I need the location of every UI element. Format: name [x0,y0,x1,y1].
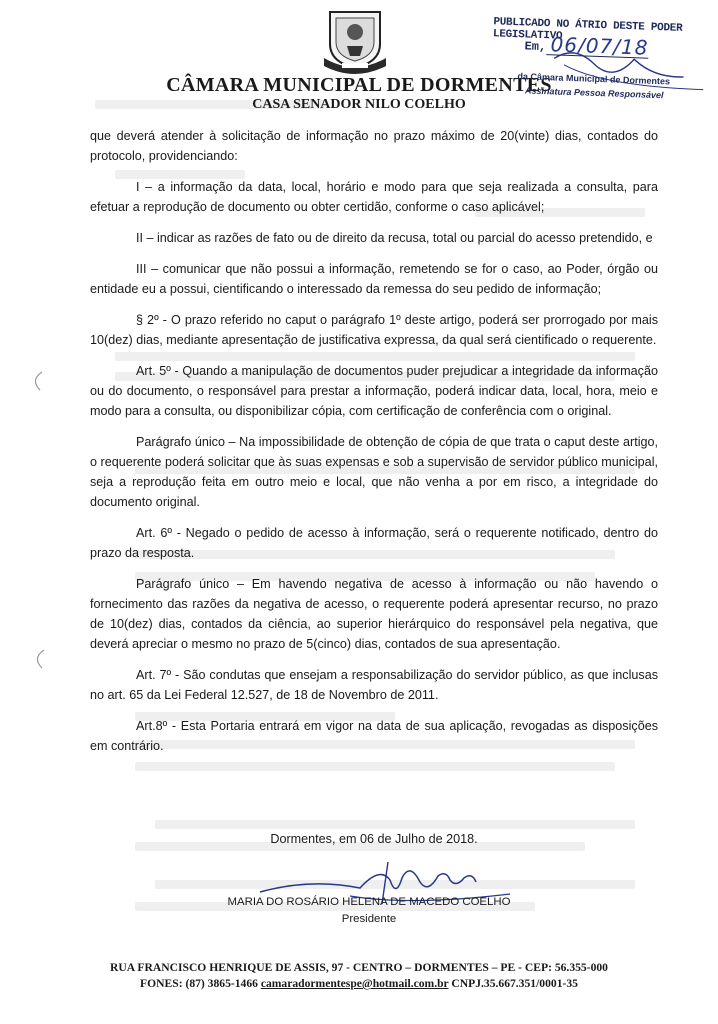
stamp-title: PUBLICADO NO ÁTRIO DESTE PODER LEGISLATIVO [492,16,683,43]
paragraph-art-7: Art. 7º - São condutas que ensejam a responsabilização do servidor público, as que inclusas no art. 65 da Lei Federal 12.527, de 18 de Novembro de 2011. [90,668,658,702]
stamp-em-label: Em, [524,39,547,55]
signer-name: MARIA DO ROSÁRIO HELENA DE MACEDO COELHO [227,896,511,908]
page-title: CÂMARA MUNICIPAL DE DORMENTES [166,74,552,96]
document-body [90,126,658,767]
municipal-crest-icon [320,6,390,74]
paragraph-item-iii: III – comunicar que não possui a informação, remetendo se for o caso, ao Poder, órgão ou entidade eu a possui, cientificando o interessado da remessa do seu pedido de informação; [90,262,658,296]
paragraph-continuation: que deverá atender à solicitação de informação no prazo máximo de 20(vinte) dias, contados do protocolo, providenciando: [90,129,658,163]
place-date: Dormentes, em 06 de Julho de 2018. [270,832,478,846]
letterhead-footer [0,960,718,992]
footer-email-link[interactable]: camaradormentespe@hotmail.com.br [260,977,449,990]
footer-contact [0,976,718,992]
footer-address: RUA FRANCISCO HENRIQUE DE ASSIS, 97 - CENTRO – DORMENTES – PE - CEP: 56.355-000 [110,961,608,974]
paragraph-section-2: § 2º - O prazo referido no caput o parágrafo 1º deste artigo, poderá ser prorrogado por mais 10(dez) dias, mediante apresentação de justificativa expressa, da qual será cientificado o requerente. [90,313,658,347]
footer-phones: FONES: (87) 3865-1466 [140,977,261,990]
punch-hole-mark [30,648,46,670]
paragraph-art-5-single: Parágrafo único – Na impossibilidade de obtenção de cópia de que trata o caput deste artigo, o requerente poderá solicitar que às suas expensas e sob a supervisão de servidor público municipal, seja a reprodução feita em outro meio e local, que não venha a por em risco, a integridade do documento original. [90,435,658,509]
stamp-role: da Câmara Municipal de Dormentes [517,71,671,87]
publication-stamp [482,12,715,116]
paragraph-art-6-single: Parágrafo único – Em havendo negativa de acesso à informação ou não havendo o fornecimento das razões da negativa de acesso, o requerente poderá apresentar recurso, no prazo de 10(dez) dias, contados da ciência, ao superior hierárquico do responsável pela negativa, que deverá apreciar o mesmo no prazo de 5(cinco) dias, contados de sua apresentação. [90,577,658,651]
paragraph-art-8: Art.8º - Esta Portaria entrará em vigor na data de sua aplicação, revogadas as disposições em contrário. [90,719,658,753]
paragraph-art-6: Art. 6º - Negado o pedido de acesso à informação, será o requerente notificado, dentro do prazo da resposta. [90,526,658,560]
stamp-signature-caption: Assinatura Pessoa Responsável [524,85,664,101]
paragraph-item-i: I – a informação da data, local, horário e modo para que seja realizada a consulta, para efetuar a reprodução de documento ou obter certidão, conforme o caso aplicável; [90,180,658,214]
page-subtitle: CASA SENADOR NILO COELHO [252,97,466,112]
punch-hole-mark [28,370,44,392]
signer-role: Presidente [341,913,397,925]
paragraph-item-ii: II – indicar as razões de fato ou de direito da recusa, total ou parcial do acesso pretendido, e [136,231,653,245]
stamp-date: 06/07/18 [550,32,649,60]
footer-cnpj: CNPJ.35.667.351/0001-35 [448,977,578,990]
paragraph-art-5: Art. 5º - Quando a manipulação de documentos puder prejudicar a integridade da informação ou do documento, o responsável para prestar a informação, poderá indicar data, local, hora, meio e modo para a consulta, ou disponibilizar cópia, com certificação de conferência com o original. [90,364,658,418]
